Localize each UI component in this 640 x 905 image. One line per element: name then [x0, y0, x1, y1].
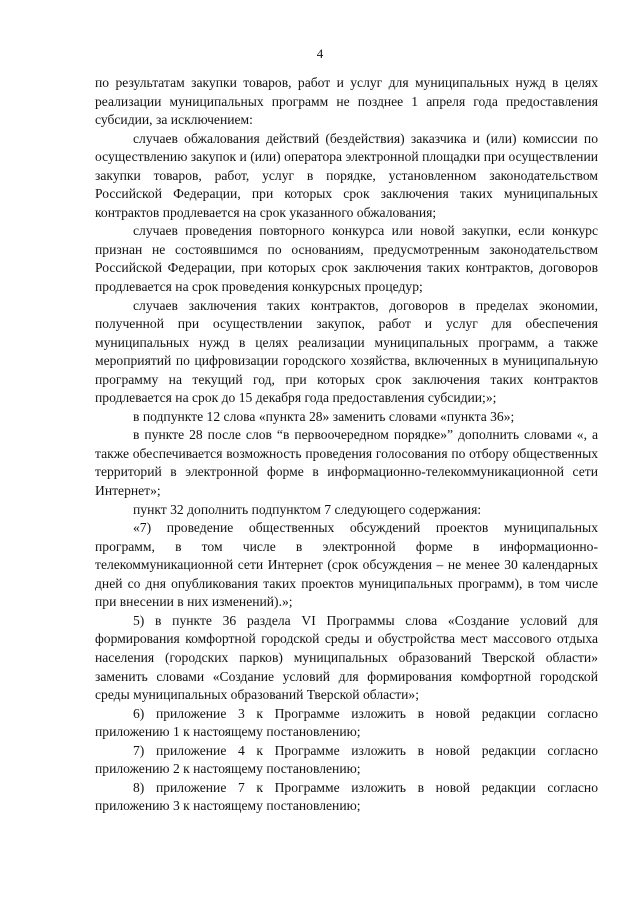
paragraph: пункт 32 дополнить подпунктом 7 следующего содержания:: [133, 501, 482, 517]
document-body: [95, 74, 598, 816]
paragraph: в пункте 28 после слов “в первоочередном порядке»” дополнить словами «, а также обеспечивается возможность проведения голосования по отбору общественных территорий в электронной форме в информационно-телекоммуникационной сети Интернет»;: [95, 427, 598, 499]
paragraph: случаев обжалования действий (бездействия) заказчика и (или) комиссии по осуществлению закупок и (или) оператора электронной площадки при осуществлении закупки товаров, работ, услуг в порядке, установленном законодательством Российской Федерации, при которых срок заключения таких муниципальных контрактов продлевается на срок указанного обжалования;: [95, 130, 598, 220]
paragraph: 6) приложение 3 к Программе изложить в новой редакции согласно приложению 1 к настоящему постановлению;: [95, 705, 598, 740]
paragraph: случаев проведения повторного конкурса или новой закупки, если конкурс признан не состоявшимся по основаниям, предусмотренным законодательством Российской Федерации, при которых срок заключения таких контрактов, договоров продлевается на срок проведения конкурсных процедур;: [95, 223, 598, 295]
paragraph: случаев заключения таких контрактов, договоров в пределах экономии, полученной при осуществлении закупок, работ и услуг для обеспечения муниципальных нужд в целях реализации муниципальных программ, а также мероприятий по цифровизации городского хозяйства, включенных в муниципальную программу на текущий год, при которых срок заключения таких контрактов продлевается на срок до 15 декабря года предоставления субсидии;»;: [95, 297, 598, 406]
paragraph: по результатам закупки товаров, работ и услуг для муниципальных нужд в целях реализации муниципальных программ не позднее 1 апреля года предоставления субсидии, за исключением:: [95, 75, 598, 128]
paragraph: «7) проведение общественных обсуждений проектов муниципальных программ, в том числе в электронной форме в информационно-телекоммуникационной сети Интернет (срок обсуждения – не менее 30 календарных дней со дня опубликования таких проектов муниципальных программ), в том числе при внесении в них изменений).»;: [95, 520, 598, 610]
paragraph: в подпункте 12 слова «пункта 28» заменить словами «пункта 36»;: [133, 408, 515, 424]
page-number: 4: [316, 46, 324, 61]
paragraph: 5) в пункте 36 раздела VI Программы слова «Создание условий для формирования комфортной городской среды и обустройства мест массового отдыха населения (городских парков) муниципальных образований Тверской области» заменить словами «Создание условий для формирования комфортной городской среды муниципальных образований Тверской области»;: [95, 612, 598, 703]
paragraph: 7) приложение 4 к Программе изложить в новой редакции согласно приложению 2 к настоящему постановлению;: [95, 742, 598, 777]
paragraph: 8) приложение 7 к Программе изложить в новой редакции согласно приложению 3 к настоящему постановлению;: [95, 779, 598, 814]
